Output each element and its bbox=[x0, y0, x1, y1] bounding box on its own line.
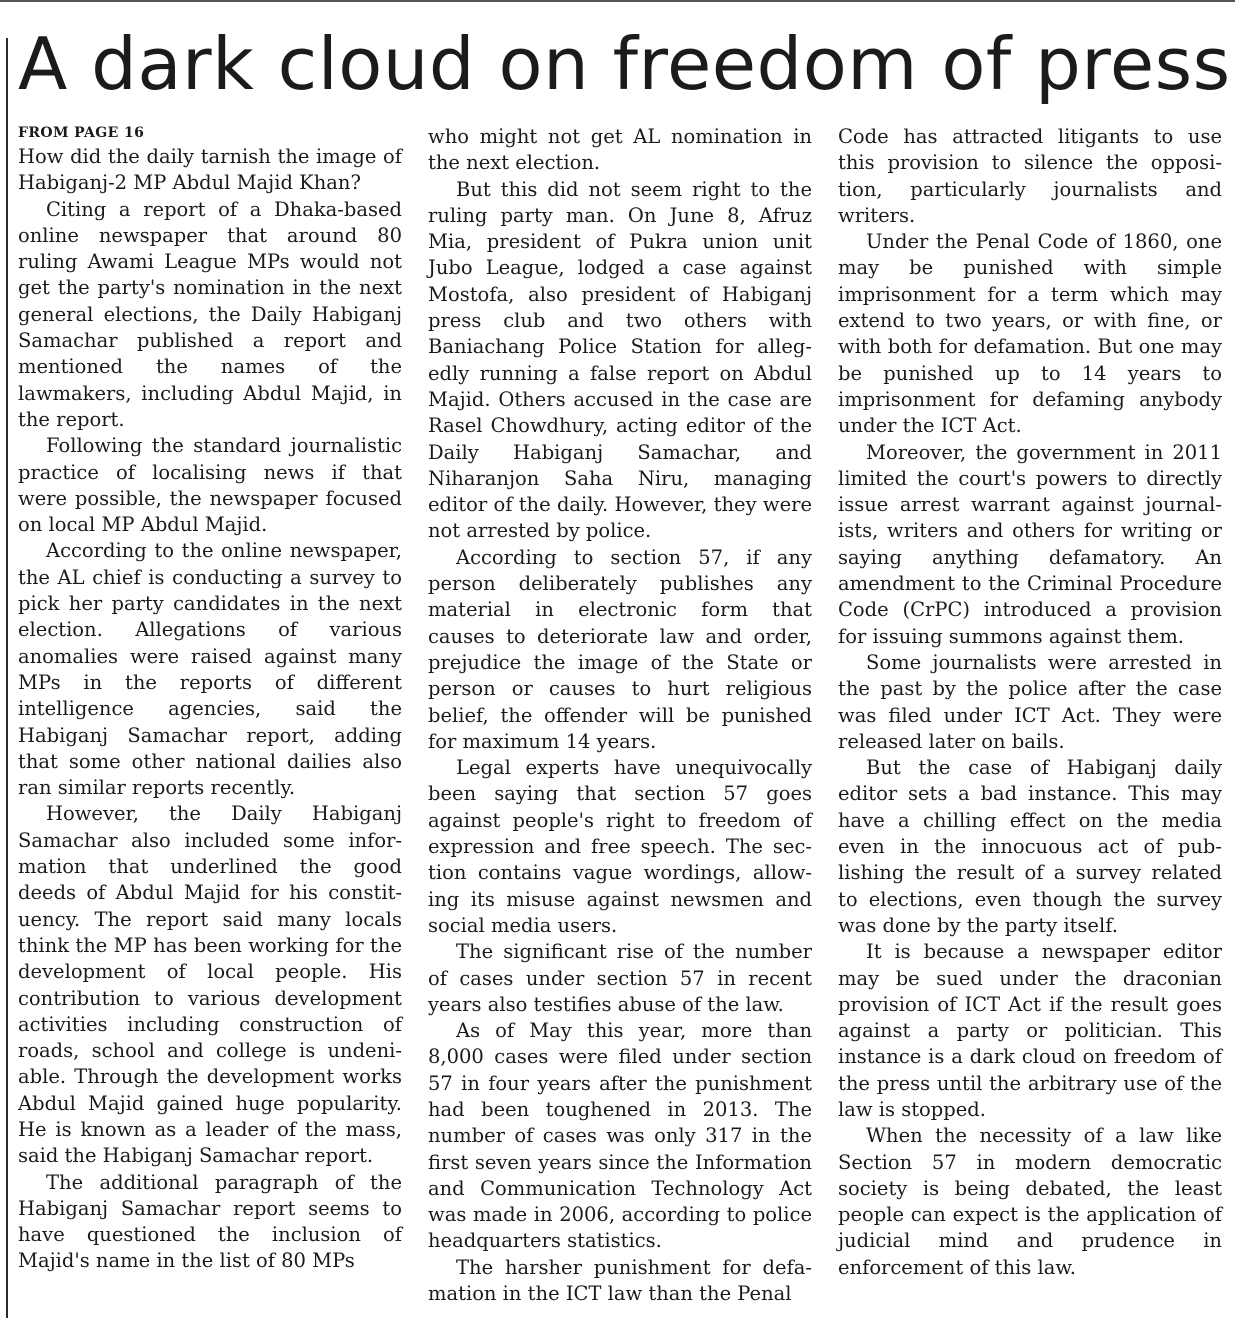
left-column-rule bbox=[6, 38, 8, 1318]
paragraph: Moreover, the government in 2011 limited the court's powers to directly issue arrest warrant against journalists, writers and others for writing or saying anything defamatory. An amendment to the Criminal Procedure Code (CrPC) introduced a provision for issuing summons against them. bbox=[838, 440, 1222, 648]
paragraph: The additional paragraph of the Habiganj Samachar report seems to have questioned the inclusion of Majid's name in the list of 80 MPs bbox=[18, 1170, 402, 1273]
paragraph: As of May this year, more than 8,000 cases were filed under section 57 in four years after the punishment had been toughened in 2013. The number of cases was only 317 in the first seven years since the Information and Communication Technology Act was made in 2006, according to police headquarters statistics. bbox=[428, 1019, 812, 1253]
paragraph: Following the standard journalistic practice of localising news if that were possible, the newspaper focused on local MP Abdul Majid. bbox=[18, 434, 402, 537]
paragraph: Some journalists were arrested in the past by the police after the case was filed under ICT Act. They were released later on bails. bbox=[838, 650, 1222, 753]
paragraph: According to the online newspaper, the AL chief is conducting a survey to pick her party candidates in the next election. Allegations of various anomalies were raised against many MPs in the reports of different intelligence agencies, said the Habiganj Samachar report, adding that some other national dailies also ran similar reports recently. bbox=[18, 539, 402, 800]
continuation-kicker: FROM PAGE 16 bbox=[18, 125, 145, 141]
article-column-2 bbox=[428, 124, 812, 1307]
paragraph: The harsher punishment for defamation in the ICT law than the Penal bbox=[428, 1255, 812, 1306]
paragraph: However, the Daily Habiganj Samachar also included some information that underlined the good deeds of Abdul Majid for his constituency. The report said many locals think the MP has been working for the development of local people. His contribution to various development activities including construction of roads, school and college is undeniable. Through the development works Abdul Majid gained huge popularity. He is known as a leader of the mass, said the Habiganj Samachar report. bbox=[18, 802, 402, 1168]
paragraph: But this did not seem right to the ruling party man. On June 8, Afruz Mia, president of Pukra union unit Jubo League, lodged a case against Mostofa, also president of Habiganj press club and two others with Baniachang Police Station for allegedly running a false report on Abdul Majid. Others accused in the case are Rasel Chowdhury, acting editor of the Daily Habiganj Samachar, and Niharanjon Saha Niru, managing editor of the daily. However, they were not arrested by police. bbox=[428, 177, 812, 543]
paragraph: According to section 57, if any person deliberately publishes any material in electronic form that causes to deteriorate law and order, prejudice the image of the State or person or causes to hurt religious belief, the offender will be punished for maximum 14 years. bbox=[428, 545, 812, 753]
article-column-3 bbox=[838, 124, 1222, 1281]
paragraph: The significant rise of the number of cases under section 57 in recent years also testifies abuse of the law. bbox=[428, 940, 812, 1016]
paragraph: Legal experts have unequivocally been saying that section 57 goes against people's right to freedom of expression and free speech. The section contains vague wordings, allowing its misuse against newsmen and social media users. bbox=[428, 756, 812, 937]
paragraph: Citing a report of a Dhaka-based online newspaper that around 80 ruling Awami League MPs would not get the party's nomination in the next general elections, the Daily Habiganj Samachar published a report and mentioned the names of the lawmakers, including Abdul Majid, in the report. bbox=[18, 197, 402, 431]
paragraph: When the necessity of a law like Section 57 in modern democratic society is being debated, the least people can expect is the application of judicial mind and prudence in enforcement of this law. bbox=[838, 1124, 1222, 1279]
paragraph: It is because a newspaper editor may be sued under the draconian provision of ICT Act if the result goes against a party or politician. This instance is a dark cloud on freedom of the press until the arbitrary use of the law is stopped. bbox=[838, 940, 1222, 1121]
paragraph: Under the Penal Code of 1860, one may be punished with simple imprisonment for a term which may extend to two years, or with fine, or with both for defamation. But one may be punished up to 14 years to imprisonment for defaming anybody under the ICT Act. bbox=[838, 230, 1222, 438]
headline: A dark cloud on freedom of press bbox=[18, 22, 1231, 106]
top-rule bbox=[0, 0, 1235, 2]
paragraph: Code has attracted litigants to use this provision to silence the opposition, particularly journalists and writers. bbox=[838, 125, 1222, 227]
paragraph: who might not get AL nomination in the next election. bbox=[428, 125, 812, 175]
article-column-1 bbox=[18, 124, 402, 1275]
paragraph: How did the daily tarnish the image of Habiganj-2 MP Abdul Majid Khan? bbox=[18, 145, 402, 195]
paragraph: But the case of Habiganj daily editor sets a bad instance. This may have a chilling effect on the media even in the innocuous act of publishing the result of a survey related to elections, even though the survey was done by the party itself. bbox=[838, 756, 1222, 937]
